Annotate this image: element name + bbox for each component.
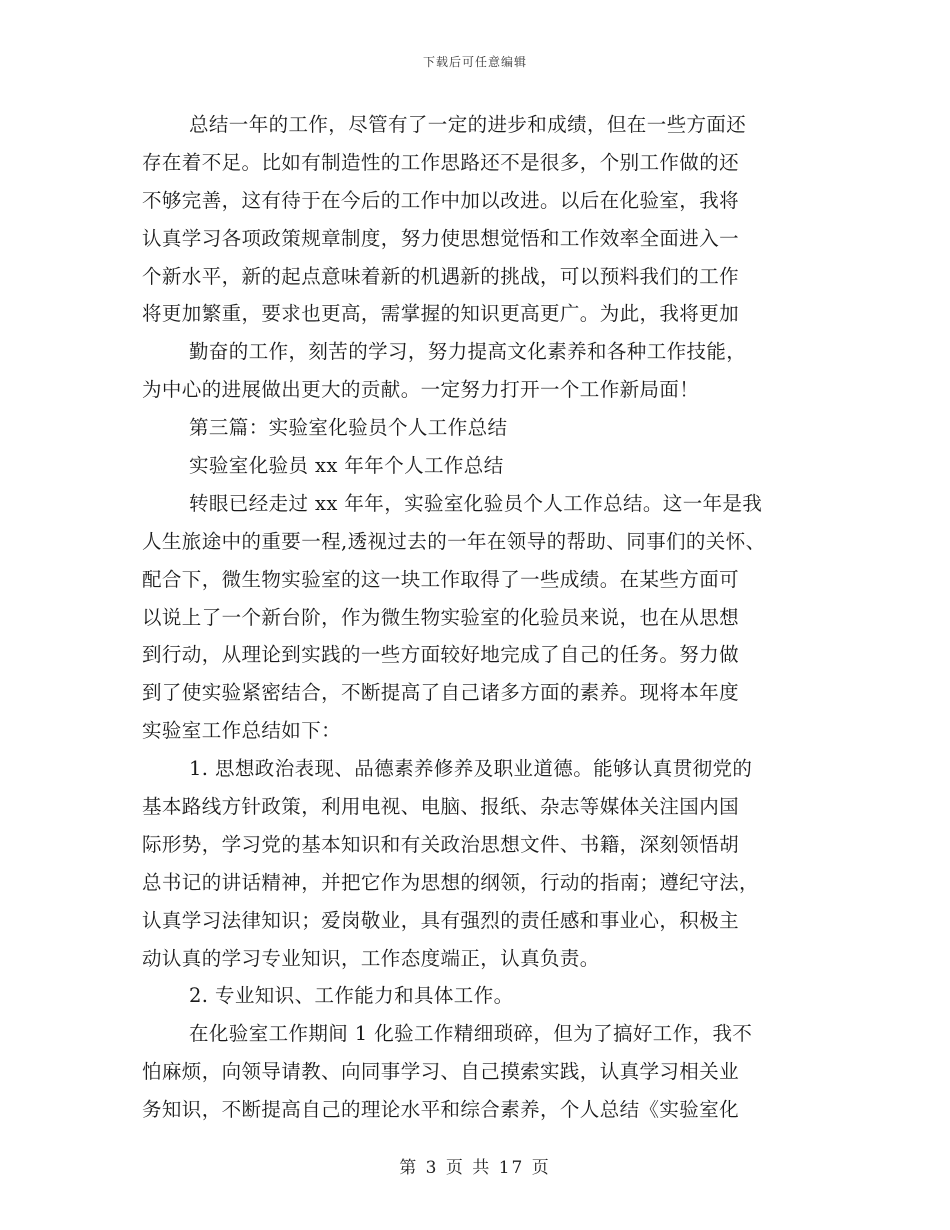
- text-line: 不够完善，这有待于在今后的工作中加以改进。以后在化验室，我将: [142, 188, 740, 212]
- text-line: 存在着不足。比如有制造性的工作思路还不是很多，个别工作做的还: [142, 150, 740, 174]
- text-line: 1. 思想政治表现、品德素养修养及职业道德。能够认真贯彻党的: [189, 757, 753, 781]
- text-line: 2. 专业知识、工作能力和具体工作。: [189, 984, 514, 1008]
- text-line: 总结一年的工作，尽管有了一定的进步和成绩，但在一些方面还: [189, 113, 747, 136]
- text-line: 动认真的学习专业知识，工作态度端正，认真负责。: [142, 946, 600, 970]
- text-line: 勤奋的工作，刻苦的学习，努力提高文化素养和各种工作技能，: [189, 340, 747, 364]
- document-body: [142, 106, 822, 1129]
- text-line: 到了使实验紧密结合，不断提高了自己诸多方面的素养。现将本年度: [142, 681, 740, 705]
- text-line: 务知识，不断提高自己的理论水平和综合素养，个人总结《实验室化: [142, 1098, 740, 1122]
- text-line: 到行动，从理论到实践的一些方面较好地完成了自己的任务。努力做: [142, 643, 740, 667]
- text-line: 配合下，微生物实验室的这一块工作取得了一些成绩。在某些方面可: [142, 567, 740, 591]
- text-line: 人生旅途中的重要一程,透视过去的一年在领导的帮助、同事们的关怀、: [142, 529, 766, 553]
- page-number-footer: 第 3 页 共 17 页: [399, 1158, 551, 1178]
- text-line: 总书记的讲话精神，并把它作为思想的纲领，行动的指南；遵纪守法，: [142, 870, 759, 894]
- text-line: 转眼已经走过 xx 年年，实验室化验员个人工作总结。这一年是我: [189, 491, 763, 515]
- text-line: 基本路线方针政策，利用电视、电脑、报纸、杂志等媒体关注国内国: [142, 795, 740, 819]
- text-line: 认真学习法律知识；爱岗敬业，具有强烈的责任感和事业心，积极主: [142, 908, 740, 932]
- text-line: 在化验室工作期间 1 化验工作精细琐碎，但为了搞好工作，我不: [189, 1022, 753, 1046]
- text-line: 第三篇：实验室化验员个人工作总结: [189, 416, 508, 440]
- page-header: 下载后可任意编辑: [422, 55, 527, 69]
- text-line: 为中心的进展做出更大的贡献。一定努力打开一个工作新局面！: [142, 378, 700, 402]
- text-line: 实验室工作总结如下：: [142, 719, 342, 743]
- text-line: 实验室化验员 xx 年年个人工作总结: [189, 454, 504, 478]
- text-line: 怕麻烦，向领导请教、向同事学习、自己摸索实践，认真学习相关业: [142, 1060, 740, 1084]
- text-line: 认真学习各项政策规章制度，努力使思想觉悟和工作效率全面进入一: [142, 226, 740, 250]
- text-line: 个新水平，新的起点意味着新的机遇新的挑战，可以预料我们的工作: [142, 264, 740, 288]
- text-line: 际形势，学习党的基本知识和有关政治思想文件、书籍，深刻领悟胡: [142, 832, 740, 856]
- text-line: 将更加繁重，要求也更高，需掌握的知识更高更广。为此，我将更加: [142, 302, 740, 326]
- text-line: 以说上了一个新台阶，作为微生物实验室的化验员来说，也在从思想: [142, 605, 740, 629]
